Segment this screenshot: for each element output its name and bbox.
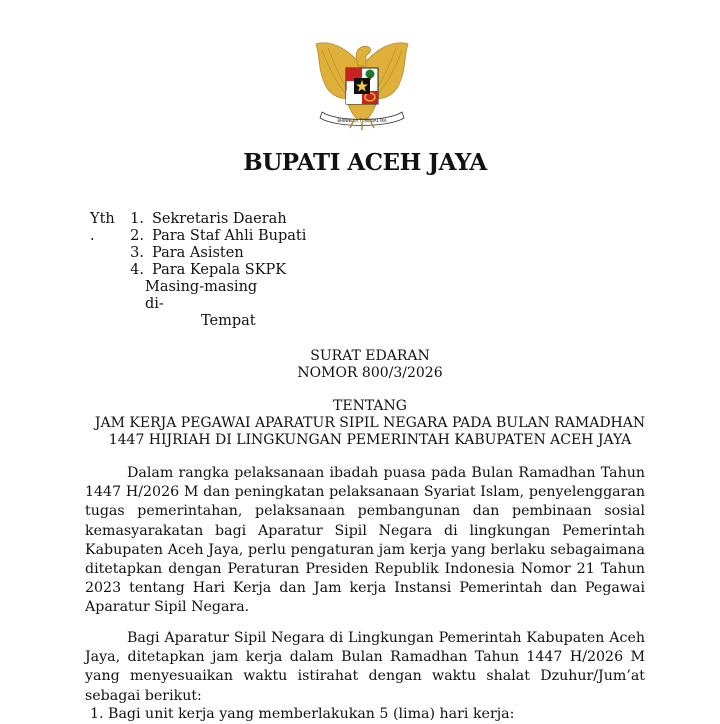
addressee-block xyxy=(90,211,306,330)
subject-block xyxy=(80,398,660,449)
addressee-masing: Masing-masing xyxy=(145,279,258,295)
letter-type: SURAT EDARAN xyxy=(310,348,430,364)
garuda-emblem-icon xyxy=(306,36,418,140)
addressee-number: 1. xyxy=(130,211,144,227)
svg-text:BHINNEKA TUNGGAL IKA: BHINNEKA TUNGGAL IKA xyxy=(337,118,387,123)
body-paragraph-1 xyxy=(85,464,645,618)
addressee-row xyxy=(90,245,306,262)
paragraph-text: Dalam rangka pelaksanaan ibadah puasa pada Bulan Ramadhan Tahun 1447 H/2026 M dan peningkatan pelaksanaan Syariat Islam, penyelenggaran tugas pemerintahan, pelaksanaan pembangunan dan pembinaan sosial kemasyarakatan bagi Aparatur Sipil Negara di lingkungan Pemerintah Kabupaten Aceh Jaya, perlu pengaturan jam kerja yang berlaku sebagaimana ditetapkan dengan Peraturan Presiden Republik Indonesia Nomor 21 Tahun 2023 tentang Hari Kerja dan Jam kerja Instansi Pemerintah dan Pegawai Aparatur Sipil Negara. xyxy=(85,465,645,616)
addressee-number: 3. xyxy=(130,245,144,261)
addressee-number: 4. xyxy=(130,262,144,278)
addressee-row xyxy=(90,228,306,245)
addressee-name: Para Kepala SKPK xyxy=(152,262,287,278)
list-item-1: 1. Bagi unit kerja yang memberlakukan 5 (lima) hari kerja: xyxy=(90,706,515,722)
addressee-row xyxy=(90,211,306,228)
addressee-name: Para Asisten xyxy=(152,245,244,261)
paragraph-text: Bagi Aparatur Sipil Negara di Lingkungan Pemerintah Kabupaten Aceh Jaya, ditetapkan jam kerja dalam Bulan Ramadhan Tahun 1447 H/2026 M yang menyesuaikan waktu istirahat dengan waktu shalat Dzuhur/Jum’at sebagai berikut: xyxy=(85,630,645,704)
addressee-prefix-dot: . xyxy=(90,228,95,244)
addressee-row xyxy=(90,262,306,279)
subject-line-2: 1447 HIJRIAH DI LINGKUNGAN PEMERINTAH KABUPATEN ACEH JAYA xyxy=(108,432,632,448)
addressee-tempat: Tempat xyxy=(201,313,256,329)
letterhead-title: BUPATI ACEH JAYA xyxy=(243,149,487,176)
letter-type-block xyxy=(80,348,660,382)
addressee-name: Sekretaris Daerah xyxy=(152,211,287,227)
subject-line-1: JAM KERJA PEGAWAI APARATUR SIPIL NEGARA PADA BULAN RAMADHAN xyxy=(94,415,646,431)
addressee-prefix: Yth xyxy=(90,211,115,227)
letter-number: NOMOR 800/3/2026 xyxy=(297,365,443,381)
addressee-di: di- xyxy=(145,296,164,312)
body-paragraph-2 xyxy=(85,629,645,706)
addressee-name: Para Staf Ahli Bupati xyxy=(152,228,307,244)
addressee-number: 2. xyxy=(130,228,144,244)
subject-about: TENTANG xyxy=(333,398,407,414)
